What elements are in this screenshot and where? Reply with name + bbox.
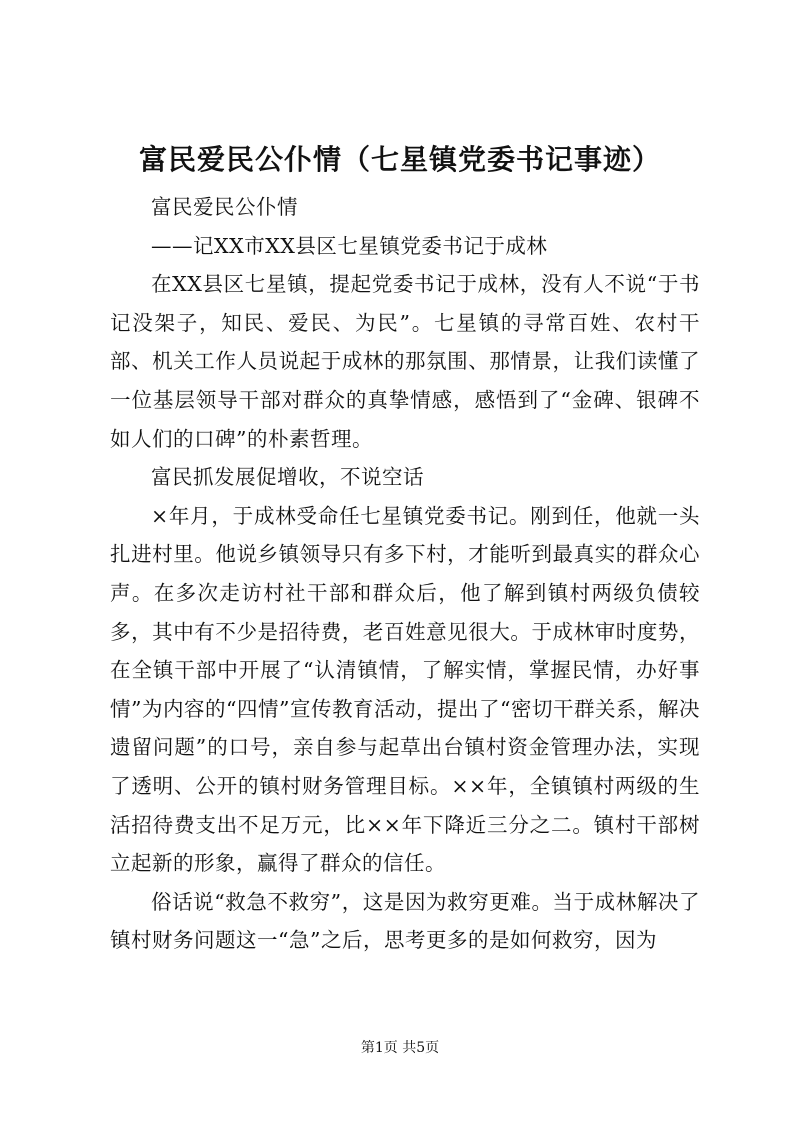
paragraph-subtitle: 富民爱民公仆情	[151, 195, 298, 219]
paragraph-byline: ——记XX市XX县区七星镇党委书记于成林	[151, 233, 548, 258]
paragraph-section-heading: 富民抓发展促增收，不说空话	[151, 465, 424, 490]
page-footer: 第1页 共5页	[360, 1040, 440, 1056]
document-title: 富民爱民公仆情（七星镇党委书记事迹）	[138, 143, 661, 176]
paragraph-body-1: ×年月，于成林受命任七星镇党委书记。刚到任，他就一头扎进村里。他说乡镇领导只有多下村，才能听到最真实的群众心声。在多次走访村社干部和群众后，他了解到镇村两级负债较多，其中有不少是招待费，老百姓意见很大。于成林审时度势，在全镇干部中开展了“认清镇情，了解实情，掌握民情，办好事情”为内容的“四情”宣传教育活动，提出了“密切干群关系，解决遗留问题”的口号，亲自参与起草出台镇村资金管理办法，实现了透明、公开的镇村财务管理目标。××年，全镇镇村两级的生活招待费支出不足万元，比××年下降近三分之二。镇村干部树立起新的形象，赢得了群众的信任。	[110, 503, 700, 876]
paragraph-body-2: 俗话说“救急不救穷”，这是因为救穷更难。当于成林解决了镇村财务问题这一“急”之后，思考更多的是如何救穷，因为	[110, 889, 700, 953]
paragraph-intro: 在XX县区七星镇，提起党委书记于成林，没有人不说“于书记没架子，知民、爱民、为民”。七星镇的寻常百姓、农村干部、机关工作人员说起于成林的那氛围、那情景，让我们读懂了一位基层领导干部对群众的真挚情感，感悟到了“金碑、银碑不如人们的口碑”的朴素哲理。	[110, 272, 700, 451]
document-body	[110, 188, 700, 960]
